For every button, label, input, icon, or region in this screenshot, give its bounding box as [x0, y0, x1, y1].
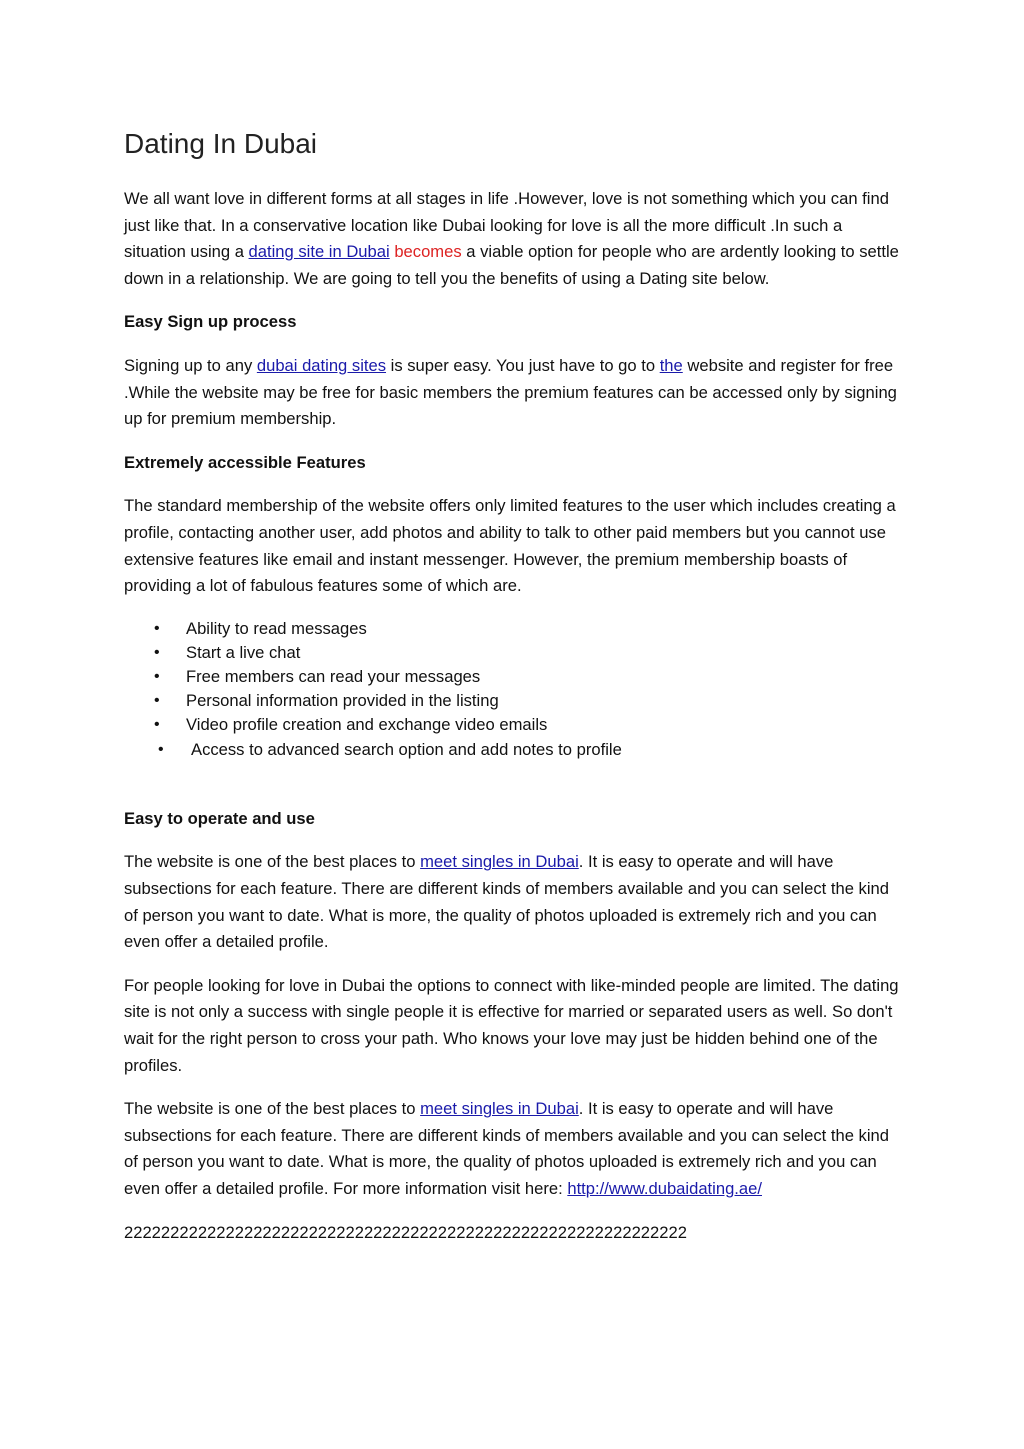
list-item-text: Access to advanced search option and add notes to profile: [191, 739, 622, 759]
bullet-icon: •: [154, 668, 160, 686]
bullet-icon: •: [154, 716, 160, 734]
features-list: [124, 617, 904, 762]
section-heading-features: Extremely accessible Features: [124, 452, 366, 472]
operate-paragraph-2: For people looking for love in Dubai the options to connect with like-minded people are limited. The dating site is not only a success with single people it is effective for married or separated users as well. So don't wait for the right person to cross your path. Who knows your love may just be hidden behind one of the profiles.: [124, 975, 899, 1075]
operate-paragraph-3: [124, 1096, 904, 1202]
list-item: [124, 641, 904, 665]
bullet-icon: •: [154, 692, 160, 710]
operate-p3-text-2: . It is easy to operate and will have subsections for each feature. There are different kinds of members available and you can select the kind of person you want to date. What is more, the quality of photos uploaded is extremely rich and you can even offer a detailed profile. For more information visit here:: [124, 1099, 889, 1198]
list-item: [124, 665, 904, 689]
list-item: [124, 617, 904, 641]
list-item-text: Personal information provided in the listing: [186, 691, 499, 711]
the-link[interactable]: the: [659, 355, 683, 375]
signup-text-3: website and register for free .While the website may be free for basic members the premium features can be accessed only by signing up for premium membership.: [124, 355, 897, 429]
operate-p3-text-1: The website is one of the best places to: [124, 1099, 421, 1119]
operate-p1-text-2: . It is easy to operate and will have subsections for each feature. There are different kinds of members available and you can select the kind of person you want to date. What is more, the quality of photos uploaded is extremely rich and you can even offer a detailed profile.: [124, 852, 889, 952]
features-paragraph: The standard membership of the website offers only limited features to the user which includes creating a profile, contacting another user, add photos and ability to talk to other paid members but you cannot use extensive features like email and instant messenger. However, the premium membership boasts of providing a lot of fabulous features some of which are.: [124, 496, 896, 596]
dubai-dating-sites-link[interactable]: dubai dating sites: [256, 355, 387, 375]
operate-p1-text-1: The website is one of the best places to: [124, 852, 421, 872]
section-heading-operate: Easy to operate and use: [124, 808, 315, 828]
dating-site-in-dubai-link[interactable]: dating site in Dubai: [248, 242, 390, 262]
list-item-text: Start a live chat: [186, 642, 301, 662]
list-item: [124, 689, 904, 713]
bullet-icon: •: [154, 643, 160, 661]
bullet-icon: •: [158, 740, 164, 758]
dubaidating-url-link[interactable]: http://www.dubaidating.ae/: [567, 1178, 762, 1198]
document-title: Dating In Dubai: [124, 128, 318, 159]
list-item: [124, 713, 904, 737]
list-item-text: Video profile creation and exchange video emails: [186, 715, 548, 735]
document-page: [124, 126, 904, 1263]
highlighted-word: becomes: [394, 242, 462, 262]
signup-text-2: is super easy. You just have to go to: [386, 355, 660, 375]
operate-paragraph-1: [124, 849, 904, 955]
bullet-icon: •: [154, 619, 160, 637]
intro-text-2: a viable option for people who are ardently looking to settle down in a relationship. We are going to tell you the benefits of using a Dating site below.: [124, 242, 899, 288]
signup-text-1: Signing up to any: [124, 355, 257, 375]
section-heading-signup: Easy Sign up process: [124, 312, 297, 332]
signup-paragraph: [124, 353, 904, 433]
list-item-text: Ability to read messages: [186, 618, 367, 638]
list-item-text: Free members can read your messages: [186, 667, 481, 687]
intro-paragraph: [124, 186, 904, 292]
trailing-text: 2222222222222222222222222222222222222222222222222222222222222: [124, 1222, 687, 1242]
meet-singles-in-dubai-link[interactable]: meet singles in Dubai: [420, 852, 579, 872]
meet-singles-in-dubai-link-2[interactable]: meet singles in Dubai: [420, 1099, 579, 1119]
list-item: [124, 738, 904, 762]
intro-text-1: We all want love in different forms at all stages in life .However, love is not something which you can find just like that. In a conservative location like Dubai looking for love is all the more difficult .In such a situation using a: [124, 189, 889, 262]
